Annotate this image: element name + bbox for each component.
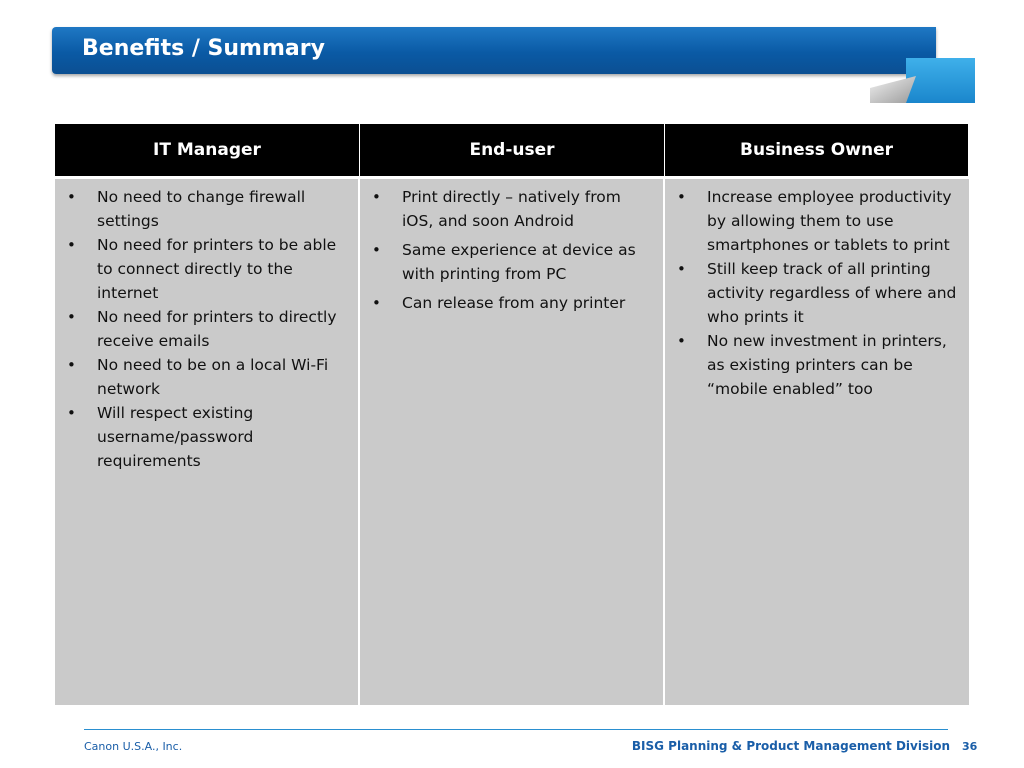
bullet-list: [675, 185, 959, 401]
list-item: • No need for printers to directly receive emails: [65, 305, 348, 353]
list-item: • Increase employee productivity by allowing them to use smartphones or tablets to print: [675, 185, 959, 257]
title-accent-graphic: [870, 58, 975, 103]
benefits-table: [55, 124, 969, 705]
list-item: • Print directly – natively from iOS, and soon Android: [370, 185, 653, 233]
bullet-list: [65, 185, 348, 473]
bullet-list: [370, 185, 653, 315]
list-item: • No need to change firewall settings: [65, 185, 348, 233]
list-item: • Same experience at device as with printing from PC: [370, 238, 653, 286]
page-number: 36: [962, 740, 978, 753]
column-header-it-manager: IT Manager: [55, 124, 360, 176]
title-banner: [52, 27, 936, 74]
footer-company: Canon U.S.A., Inc.: [84, 740, 183, 753]
column-header-business-owner: Business Owner: [665, 124, 969, 176]
column-header-end-user: End-user: [360, 124, 665, 176]
footer-division: BISG Planning & Product Management Division: [631, 739, 950, 753]
list-item: • Will respect existing username/password requirements: [65, 401, 348, 473]
column-cell-end-user: [360, 176, 665, 705]
list-item: • No need to be on a local Wi-Fi network: [65, 353, 348, 401]
slide-title: Benefits / Summary: [82, 36, 325, 61]
list-item: • No new investment in printers, as existing printers can be “mobile enabled” too: [675, 329, 959, 401]
list-item: • Still keep track of all printing activity regardless of where and who prints it: [675, 257, 959, 329]
list-item: • Can release from any printer: [370, 291, 653, 315]
list-item: • No need for printers to be able to connect directly to the internet: [65, 233, 348, 305]
footer-divider: [84, 729, 948, 730]
column-cell-business-owner: [665, 176, 969, 705]
column-cell-it-manager: [55, 176, 360, 705]
